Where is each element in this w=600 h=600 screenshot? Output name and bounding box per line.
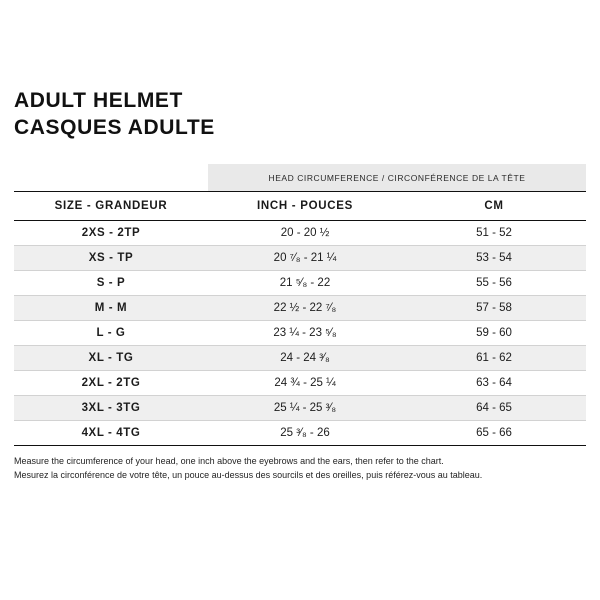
column-header-cm: CM	[402, 191, 586, 220]
cell-inch: 20 - 20 ½	[208, 220, 402, 245]
page-title	[14, 88, 586, 142]
cell-cm: 61 - 62	[402, 345, 586, 370]
size-chart-table	[14, 164, 586, 446]
cell-cm: 55 - 56	[402, 270, 586, 295]
table-row	[14, 420, 586, 445]
cell-cm: 63 - 64	[402, 370, 586, 395]
table-row	[14, 220, 586, 245]
cell-size: 3XL - 3TG	[14, 395, 208, 420]
group-header-spacer	[14, 164, 208, 192]
measurement-notes	[14, 455, 586, 483]
cell-size: XL - TG	[14, 345, 208, 370]
table-row	[14, 295, 586, 320]
cell-size: XS - TP	[14, 245, 208, 270]
cell-inch: 25 ¼ - 25 ³⁄₈	[208, 395, 402, 420]
cell-cm: 64 - 65	[402, 395, 586, 420]
title-line-english: ADULT HELMET	[14, 89, 183, 112]
cell-inch: 21 ⁵⁄₈ - 22	[208, 270, 402, 295]
table-column-header-row	[14, 191, 586, 220]
cell-inch: 24 ¾ - 25 ¼	[208, 370, 402, 395]
table-row	[14, 345, 586, 370]
cell-size: 4XL - 4TG	[14, 420, 208, 445]
column-header-size: SIZE - GRANDEUR	[14, 191, 208, 220]
table-group-header-row	[14, 164, 586, 192]
cell-size: L - G	[14, 320, 208, 345]
title-line-french: CASQUES ADULTE	[14, 115, 215, 139]
cell-cm: 65 - 66	[402, 420, 586, 445]
cell-inch: 25 ³⁄₈ - 26	[208, 420, 402, 445]
table-row	[14, 395, 586, 420]
table-row	[14, 370, 586, 395]
cell-cm: 51 - 52	[402, 220, 586, 245]
cell-cm: 57 - 58	[402, 295, 586, 320]
table-row	[14, 320, 586, 345]
cell-inch: 24 - 24 ³⁄₈	[208, 345, 402, 370]
note-english: Measure the circumference of your head, one inch above the eyebrows and the ears, then refer to the chart.	[14, 455, 444, 466]
column-header-inch: INCH - POUCES	[208, 191, 402, 220]
table-body	[14, 220, 586, 445]
cell-size: S - P	[14, 270, 208, 295]
cell-cm: 53 - 54	[402, 245, 586, 270]
cell-cm: 59 - 60	[402, 320, 586, 345]
cell-size: 2XS - 2TP	[14, 220, 208, 245]
cell-size: 2XL - 2TG	[14, 370, 208, 395]
table-row	[14, 245, 586, 270]
cell-inch: 23 ¼ - 23 ⁵⁄₈	[208, 320, 402, 345]
cell-inch: 22 ½ - 22 ⁷⁄₈	[208, 295, 402, 320]
head-circumference-label: HEAD CIRCUMFERENCE / CIRCONFÉRENCE DE LA TÊTE	[208, 164, 586, 192]
note-french: Mesurez la circonférence de votre tête, un pouce au-dessus des sourcils et des oreilles, puis référez-vous au tableau.	[14, 469, 483, 480]
cell-size: M - M	[14, 295, 208, 320]
cell-inch: 20 ⁷⁄₈ - 21 ¼	[208, 245, 402, 270]
table-row	[14, 270, 586, 295]
